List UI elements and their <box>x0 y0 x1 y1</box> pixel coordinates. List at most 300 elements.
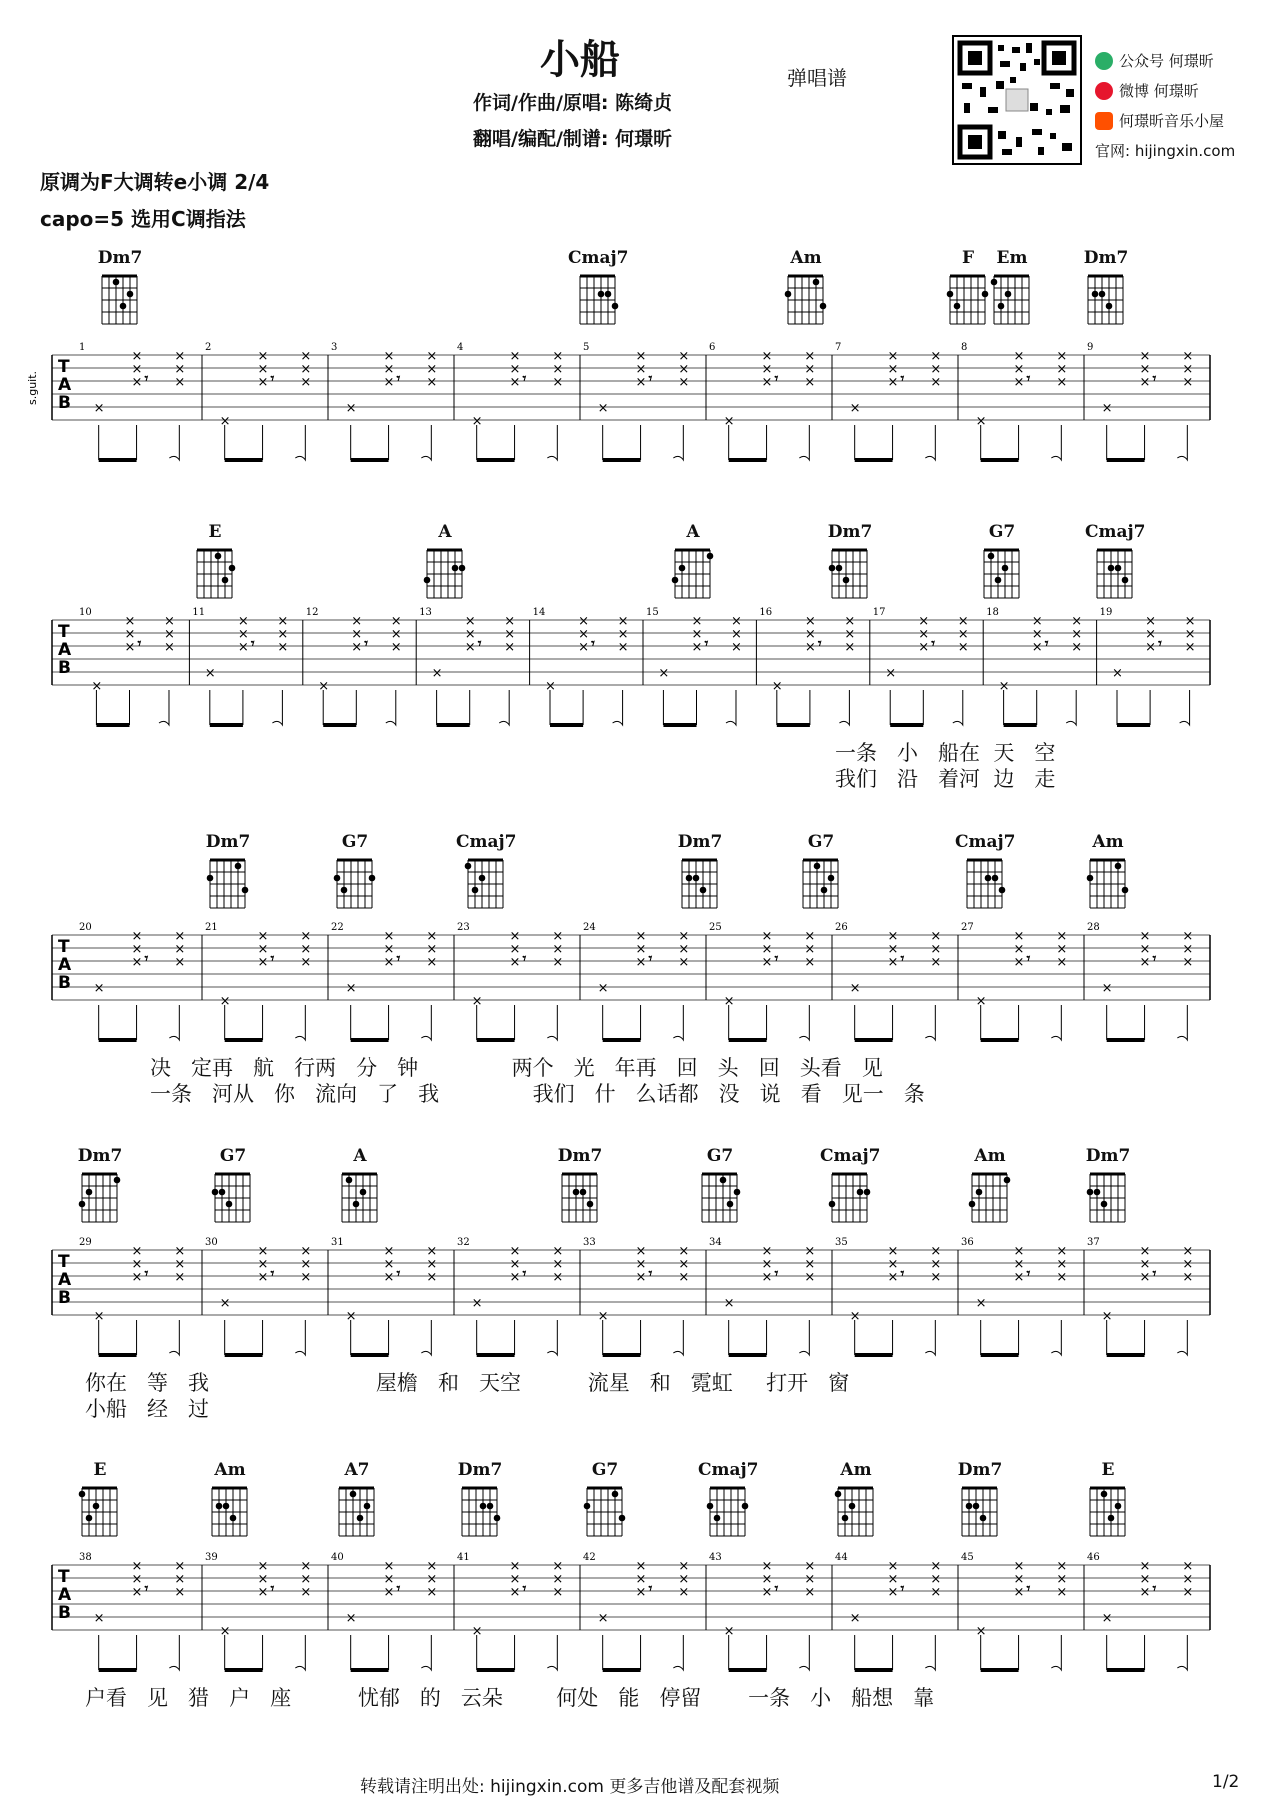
svg-text:𝄾: 𝄾 <box>522 1581 527 1597</box>
svg-text:27: 27 <box>961 922 974 933</box>
chord-diagram <box>325 832 385 914</box>
svg-text:A: A <box>58 1585 72 1605</box>
svg-text:𝄾: 𝄾 <box>364 636 369 652</box>
svg-text:×: × <box>844 614 856 629</box>
svg-text:×: × <box>691 614 703 629</box>
svg-text:×: × <box>930 375 942 390</box>
svg-text:×: × <box>93 401 105 416</box>
svg-text:𝄾: 𝄾 <box>648 1581 653 1597</box>
svg-text:×: × <box>1139 349 1151 364</box>
chord-grid <box>576 268 620 330</box>
svg-text:×: × <box>1013 1244 1025 1259</box>
credit-composer: 作词/作曲/原唱: 陈绮贞 <box>473 92 673 114</box>
svg-text:×: × <box>678 362 690 377</box>
svg-text:𝄾: 𝄾 <box>1026 1581 1031 1597</box>
svg-text:×: × <box>957 627 969 642</box>
svg-text:×: × <box>1056 362 1068 377</box>
svg-text:×: × <box>300 349 312 364</box>
svg-text:×: × <box>351 627 363 642</box>
svg-text:×: × <box>464 614 476 629</box>
chord-diagram <box>1078 1460 1138 1542</box>
svg-text:𝄾: 𝄾 <box>144 371 149 387</box>
svg-text:×: × <box>509 1270 521 1285</box>
svg-text:×: × <box>804 929 816 944</box>
chord-grid <box>1093 542 1137 604</box>
svg-text:×: × <box>678 1244 690 1259</box>
svg-text:×: × <box>1071 614 1083 629</box>
svg-text:34: 34 <box>709 1237 722 1248</box>
svg-text:42: 42 <box>583 1552 596 1563</box>
svg-text:𝄾: 𝄾 <box>1152 1581 1157 1597</box>
svg-text:×: × <box>1139 1572 1151 1587</box>
svg-text:×: × <box>552 1559 564 1574</box>
svg-text:×: × <box>998 679 1010 694</box>
svg-text:×: × <box>131 1559 143 1574</box>
svg-text:×: × <box>691 640 703 655</box>
chord-name: Dm7 <box>457 1460 503 1480</box>
svg-text:×: × <box>426 929 438 944</box>
svg-text:×: × <box>1139 1270 1151 1285</box>
svg-text:6: 6 <box>709 342 716 353</box>
svg-text:×: × <box>1101 1611 1113 1626</box>
svg-text:×: × <box>504 627 516 642</box>
svg-text:𝄾: 𝄾 <box>648 371 653 387</box>
svg-text:31: 31 <box>331 1237 344 1248</box>
svg-text:A: A <box>58 1270 72 1290</box>
svg-text:×: × <box>174 942 186 957</box>
svg-text:×: × <box>426 1559 438 1574</box>
chord-diagram <box>972 522 1032 604</box>
chord-grid <box>784 268 828 330</box>
chord-diagram <box>1085 522 1145 604</box>
svg-text:9: 9 <box>1087 342 1094 353</box>
svg-text:×: × <box>635 955 647 970</box>
svg-text:×: × <box>1139 929 1151 944</box>
svg-text:×: × <box>131 1244 143 1259</box>
svg-text:25: 25 <box>709 922 722 933</box>
svg-text:×: × <box>257 1585 269 1600</box>
chord-name: A <box>438 522 452 542</box>
chord-diagram <box>1078 1146 1138 1228</box>
svg-text:×: × <box>930 1559 942 1574</box>
svg-text:×: × <box>552 362 564 377</box>
chord-grid <box>834 1480 878 1542</box>
svg-text:8: 8 <box>961 342 968 353</box>
svg-text:×: × <box>1139 375 1151 390</box>
svg-text:×: × <box>257 1244 269 1259</box>
svg-text:×: × <box>761 929 773 944</box>
chord-diagram <box>820 1146 880 1228</box>
svg-text:×: × <box>509 362 521 377</box>
chord-diagram <box>185 522 245 604</box>
svg-text:×: × <box>1031 640 1043 655</box>
svg-text:×: × <box>804 375 816 390</box>
svg-text:×: × <box>163 640 175 655</box>
svg-text:×: × <box>887 1257 899 1272</box>
svg-text:×: × <box>257 1270 269 1285</box>
chord-grid <box>583 1480 627 1542</box>
chord-name: G7 <box>807 832 835 852</box>
chord-name: G7 <box>591 1460 619 1480</box>
svg-text:×: × <box>723 414 735 429</box>
svg-text:×: × <box>124 640 136 655</box>
svg-text:×: × <box>174 349 186 364</box>
svg-text:×: × <box>131 1257 143 1272</box>
svg-text:×: × <box>131 362 143 377</box>
svg-text:×: × <box>1182 1585 1194 1600</box>
svg-text:×: × <box>471 994 483 1009</box>
svg-text:×: × <box>1101 1309 1113 1324</box>
svg-text:×: × <box>509 1572 521 1587</box>
svg-text:×: × <box>383 1585 395 1600</box>
svg-text:×: × <box>678 929 690 944</box>
svg-text:×: × <box>390 614 402 629</box>
svg-text:×: × <box>887 955 899 970</box>
svg-text:×: × <box>383 1257 395 1272</box>
svg-text:×: × <box>552 955 564 970</box>
chord-name: Dm7 <box>97 248 143 268</box>
svg-text:×: × <box>426 1572 438 1587</box>
svg-text:×: × <box>277 627 289 642</box>
svg-text:𝄾: 𝄾 <box>774 1266 779 1282</box>
svg-text:𝄾: 𝄾 <box>270 1266 275 1282</box>
score-type: 弹唱谱 <box>787 66 847 90</box>
svg-text:×: × <box>552 942 564 957</box>
website-label[interactable]: 官网: hijingxin.com <box>1095 142 1236 160</box>
svg-text:7: 7 <box>835 342 842 353</box>
chord-grid <box>698 1166 742 1228</box>
svg-text:×: × <box>1031 614 1043 629</box>
svg-text:𝄾: 𝄾 <box>144 951 149 967</box>
svg-text:×: × <box>930 1257 942 1272</box>
chord-grid <box>98 268 142 330</box>
chord-diagram <box>415 522 475 604</box>
svg-text:×: × <box>597 1309 609 1324</box>
svg-text:×: × <box>804 349 816 364</box>
svg-text:32: 32 <box>457 1237 470 1248</box>
lyrics-line-2: 我们 沿 着河 边 走 <box>835 767 1056 791</box>
chord-grid <box>1086 1480 1130 1542</box>
svg-text:×: × <box>426 349 438 364</box>
svg-text:×: × <box>1056 1270 1068 1285</box>
svg-text:×: × <box>131 349 143 364</box>
chord-grid <box>78 1480 122 1542</box>
lyrics-line-2: 小船 经 过 <box>85 1397 210 1421</box>
svg-text:×: × <box>174 1572 186 1587</box>
svg-text:×: × <box>635 375 647 390</box>
svg-text:×: × <box>345 1611 357 1626</box>
svg-text:×: × <box>730 627 742 642</box>
svg-text:×: × <box>1182 349 1194 364</box>
svg-text:×: × <box>390 640 402 655</box>
svg-text:T: T <box>58 1252 70 1272</box>
svg-text:×: × <box>383 1559 395 1574</box>
svg-text:×: × <box>1013 929 1025 944</box>
chord-diagram <box>198 832 258 914</box>
svg-text:×: × <box>930 1585 942 1600</box>
svg-text:×: × <box>509 929 521 944</box>
svg-text:×: × <box>277 640 289 655</box>
svg-text:45: 45 <box>961 1552 974 1563</box>
svg-text:×: × <box>345 1309 357 1324</box>
chord-name: G7 <box>341 832 369 852</box>
svg-text:×: × <box>1182 955 1194 970</box>
svg-text:×: × <box>1184 640 1196 655</box>
svg-text:×: × <box>930 955 942 970</box>
chord-name: Dm7 <box>77 1146 123 1166</box>
chord-diagram <box>70 1146 130 1228</box>
svg-text:×: × <box>761 955 773 970</box>
chord-grid <box>193 542 237 604</box>
svg-text:×: × <box>237 640 249 655</box>
svg-text:10: 10 <box>79 607 92 618</box>
svg-text:×: × <box>552 1585 564 1600</box>
svg-text:×: × <box>131 929 143 944</box>
svg-text:𝄾: 𝄾 <box>1152 1266 1157 1282</box>
chord-diagram <box>690 1146 750 1228</box>
svg-text:×: × <box>761 1270 773 1285</box>
svg-text:44: 44 <box>835 1552 848 1563</box>
svg-text:×: × <box>345 981 357 996</box>
svg-text:×: × <box>1139 942 1151 957</box>
svg-text:×: × <box>351 640 363 655</box>
svg-text:37: 37 <box>1087 1237 1100 1248</box>
svg-text:×: × <box>300 1585 312 1600</box>
chord-name: G7 <box>988 522 1016 542</box>
page-number: 1/2 <box>1212 1772 1240 1792</box>
chord-diagram <box>200 1460 260 1542</box>
svg-text:×: × <box>426 375 438 390</box>
svg-text:×: × <box>849 1309 861 1324</box>
svg-text:×: × <box>597 401 609 416</box>
svg-text:×: × <box>761 362 773 377</box>
svg-text:𝄾: 𝄾 <box>1152 951 1157 967</box>
svg-text:13: 13 <box>419 607 432 618</box>
svg-text:𝄾: 𝄾 <box>591 636 595 652</box>
svg-text:𝄾: 𝄾 <box>817 636 822 652</box>
svg-text:×: × <box>504 614 516 629</box>
chord-grid <box>968 1166 1012 1228</box>
svg-text:×: × <box>1056 955 1068 970</box>
svg-text:×: × <box>975 994 987 1009</box>
svg-text:×: × <box>885 666 897 681</box>
song-title: 小船 <box>540 36 620 83</box>
svg-text:×: × <box>1182 375 1194 390</box>
svg-text:×: × <box>887 375 899 390</box>
svg-text:×: × <box>257 929 269 944</box>
chord-diagram <box>550 1146 610 1228</box>
chord-diagram <box>663 522 723 604</box>
svg-text:×: × <box>635 1572 647 1587</box>
svg-text:×: × <box>174 362 186 377</box>
svg-text:𝄾: 𝄾 <box>774 951 779 967</box>
footer-note: 转载请注明出处: hijingxin.com 更多吉他谱及配套视频 <box>360 1777 780 1797</box>
lyrics-line-1: 户看 见 猎 户 座 忧郁 的 云朵 何处 能 停留 一条 小 船想 靠 <box>85 1686 935 1710</box>
svg-text:×: × <box>1013 1572 1025 1587</box>
svg-text:1: 1 <box>79 342 86 353</box>
svg-text:×: × <box>578 640 590 655</box>
chord-name: A <box>353 1146 367 1166</box>
tab-staff <box>0 607 1280 785</box>
svg-text:×: × <box>257 362 269 377</box>
svg-text:×: × <box>257 955 269 970</box>
svg-text:×: × <box>635 1244 647 1259</box>
svg-text:B: B <box>58 658 71 678</box>
chord-grid <box>333 852 377 914</box>
svg-text:×: × <box>426 942 438 957</box>
chord-diagram <box>1076 248 1136 330</box>
chord-diagram <box>568 248 628 330</box>
chord-diagram <box>450 1460 510 1542</box>
chord-diagram <box>203 1146 263 1228</box>
svg-text:×: × <box>1182 1270 1194 1285</box>
chord-diagram <box>330 1146 390 1228</box>
svg-text:×: × <box>1013 1270 1025 1285</box>
svg-text:𝄾: 𝄾 <box>396 1581 401 1597</box>
chord-name: Em <box>996 248 1028 268</box>
svg-text:×: × <box>219 1296 231 1311</box>
svg-text:×: × <box>552 349 564 364</box>
svg-text:×: × <box>1013 942 1025 957</box>
svg-text:×: × <box>930 349 942 364</box>
chord-name: Am <box>1092 832 1124 852</box>
svg-text:×: × <box>617 640 629 655</box>
svg-text:𝄾: 𝄾 <box>477 636 482 652</box>
svg-text:29: 29 <box>79 1237 92 1248</box>
svg-text:26: 26 <box>835 922 848 933</box>
svg-text:×: × <box>426 1270 438 1285</box>
svg-text:×: × <box>300 1270 312 1285</box>
svg-text:𝄾: 𝄾 <box>522 1266 527 1282</box>
svg-text:𝄾: 𝄾 <box>900 1581 905 1597</box>
svg-text:×: × <box>1056 1572 1068 1587</box>
svg-text:×: × <box>383 362 395 377</box>
svg-text:35: 35 <box>835 1237 848 1248</box>
svg-text:×: × <box>849 401 861 416</box>
svg-text:×: × <box>552 375 564 390</box>
svg-text:×: × <box>131 955 143 970</box>
svg-text:21: 21 <box>205 922 218 933</box>
svg-text:×: × <box>844 627 856 642</box>
svg-text:×: × <box>1056 1559 1068 1574</box>
svg-text:×: × <box>552 1572 564 1587</box>
svg-text:×: × <box>578 627 590 642</box>
svg-text:×: × <box>761 1257 773 1272</box>
svg-text:×: × <box>678 349 690 364</box>
svg-text:×: × <box>131 942 143 957</box>
chord-grid <box>671 542 715 604</box>
svg-text:×: × <box>504 640 516 655</box>
chord-grid <box>828 542 872 604</box>
svg-text:×: × <box>219 414 231 429</box>
chord-name: Dm7 <box>677 832 723 852</box>
chord-grid <box>706 1480 750 1542</box>
svg-text:×: × <box>219 1624 231 1639</box>
svg-text:×: × <box>887 1270 899 1285</box>
svg-text:𝄾: 𝄾 <box>522 371 527 387</box>
tab-staff <box>0 342 1280 520</box>
svg-text:×: × <box>509 1559 521 1574</box>
chord-diagram <box>791 832 851 914</box>
svg-text:×: × <box>1071 640 1083 655</box>
svg-text:12: 12 <box>305 607 319 618</box>
svg-text:43: 43 <box>709 1552 722 1563</box>
svg-text:×: × <box>509 375 521 390</box>
svg-text:𝄾: 𝄾 <box>270 1581 275 1597</box>
svg-text:×: × <box>1056 1585 1068 1600</box>
chord-name: Dm7 <box>957 1460 1003 1480</box>
svg-text:×: × <box>930 1572 942 1587</box>
chord-grid <box>464 852 508 914</box>
svg-text:×: × <box>1182 1572 1194 1587</box>
chord-name: Am <box>214 1460 246 1480</box>
svg-text:×: × <box>163 627 175 642</box>
svg-text:×: × <box>678 375 690 390</box>
svg-text:×: × <box>257 375 269 390</box>
svg-text:30: 30 <box>205 1237 218 1248</box>
svg-text:19: 19 <box>1099 607 1113 618</box>
svg-text:×: × <box>464 627 476 642</box>
chord-diagram <box>960 1146 1020 1228</box>
chord-diagram <box>670 832 730 914</box>
chord-grid <box>678 852 722 914</box>
svg-text:×: × <box>887 929 899 944</box>
svg-text:×: × <box>300 1559 312 1574</box>
svg-text:×: × <box>163 614 175 629</box>
chord-name: E <box>1101 1460 1115 1480</box>
svg-text:×: × <box>930 1244 942 1259</box>
chord-grid <box>208 1480 252 1542</box>
svg-text:×: × <box>678 1585 690 1600</box>
svg-text:×: × <box>383 375 395 390</box>
svg-text:×: × <box>426 362 438 377</box>
wechat-label: 公众号 何璟昕 <box>1119 52 1214 70</box>
svg-text:×: × <box>761 1244 773 1259</box>
svg-text:×: × <box>509 349 521 364</box>
svg-text:×: × <box>257 1559 269 1574</box>
svg-text:𝄾: 𝄾 <box>137 636 142 652</box>
svg-text:×: × <box>174 1270 186 1285</box>
chord-name: Dm7 <box>827 522 873 542</box>
svg-text:𝄾: 𝄾 <box>1026 951 1031 967</box>
svg-text:×: × <box>174 375 186 390</box>
chord-name: Cmaj7 <box>1085 522 1146 542</box>
svg-text:×: × <box>804 955 816 970</box>
svg-text:𝄾: 𝄾 <box>396 371 401 387</box>
svg-text:×: × <box>174 1257 186 1272</box>
svg-text:×: × <box>552 1270 564 1285</box>
svg-text:×: × <box>1184 614 1196 629</box>
svg-text:×: × <box>975 1296 987 1311</box>
svg-text:×: × <box>300 375 312 390</box>
chord-diagram <box>327 1460 387 1542</box>
svg-text:×: × <box>300 955 312 970</box>
taobao-label: 何璟昕音乐小屋 <box>1119 112 1225 130</box>
svg-text:𝄾: 𝄾 <box>1026 371 1031 387</box>
svg-text:T: T <box>58 1567 70 1587</box>
svg-text:×: × <box>174 929 186 944</box>
svg-text:×: × <box>635 1270 647 1285</box>
svg-text:×: × <box>383 929 395 944</box>
svg-text:𝄾: 𝄾 <box>1026 1266 1031 1282</box>
svg-text:×: × <box>617 627 629 642</box>
credit-arranger: 翻唱/编配/制谱: 何璟昕 <box>473 128 673 150</box>
chord-grid <box>799 852 843 914</box>
svg-text:17: 17 <box>872 607 886 618</box>
svg-text:×: × <box>761 1559 773 1574</box>
svg-text:×: × <box>930 929 942 944</box>
svg-text:×: × <box>918 614 930 629</box>
